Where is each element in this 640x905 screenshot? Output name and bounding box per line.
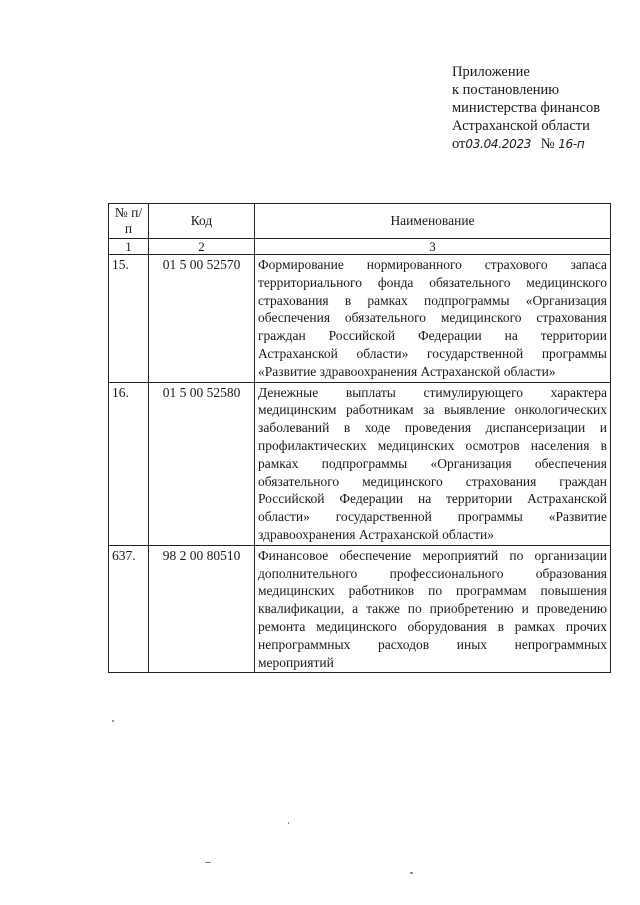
column-number: 1: [109, 239, 149, 255]
column-header-number: № п/п: [109, 204, 149, 239]
appendix-line-resolution: к постановлению: [452, 82, 560, 98]
column-number: 2: [149, 239, 255, 255]
number-prefix: №: [540, 136, 555, 152]
row-number: 637.: [109, 545, 149, 673]
column-number: 3: [255, 239, 611, 255]
row-name: Финансовое обеспечение мероприятий по организации дополнительного профессионального образования медицинских работников по программам повышения квалификации, а также по приобретению и проведению ремонта медицинского оборудования в рамках прочих непрограммных расходов иных непрограммных мероприятий: [255, 545, 611, 673]
scan-artifact: [205, 862, 211, 863]
row-number: 15.: [109, 255, 149, 383]
scan-artifact: [410, 872, 413, 874]
column-header-code: Код: [149, 204, 255, 239]
appendix-line-region: Астраханской области: [452, 118, 590, 134]
table-column-numbers-row: [109, 239, 611, 255]
row-code: 98 2 00 80510: [149, 545, 255, 673]
row-name: Формирование нормированного страхового запаса территориального фонда обязательного медицинского страхования в рамках подпрограммы «Организация обеспечения обязательного медицинского страхования граждан Российской Федерации на территории Астраханской области» государственной программы «Развитие здравоохранения Астраханской области»: [255, 255, 611, 383]
date-prefix: от: [452, 136, 466, 152]
row-name: Денежные выплаты стимулирующего характера медицинским работникам за выявление онкологических заболеваний в ходе проведения диспансеризации и профилактических медицинских осмотров населения в рамках подпрограммы «Организация обеспечения обязательного медицинского страхования граждан Российской Федерации на территории Астраханской области» государственной программы «Развитие здравоохранения Астраханской области»: [255, 382, 611, 545]
handwritten-date: 03.04.2023: [465, 137, 532, 151]
budget-codes-table: [108, 203, 611, 673]
row-number: 16.: [109, 382, 149, 545]
table-row: [109, 382, 611, 545]
row-code: 01 5 00 52570: [149, 255, 255, 383]
appendix-date-line: [452, 135, 622, 153]
column-header-name: Наименование: [255, 204, 611, 239]
appendix-line-ministry: министерства финансов: [452, 100, 601, 116]
appendix-header: [452, 63, 622, 153]
table-row: [109, 255, 611, 383]
appendix-title: Приложение: [452, 64, 530, 80]
scan-artifact: [112, 720, 114, 722]
row-code: 01 5 00 52580: [149, 382, 255, 545]
scan-artifact: [288, 822, 289, 824]
table-row: [109, 545, 611, 673]
table-header-row: [109, 204, 611, 239]
handwritten-number: 16-п: [558, 137, 585, 151]
